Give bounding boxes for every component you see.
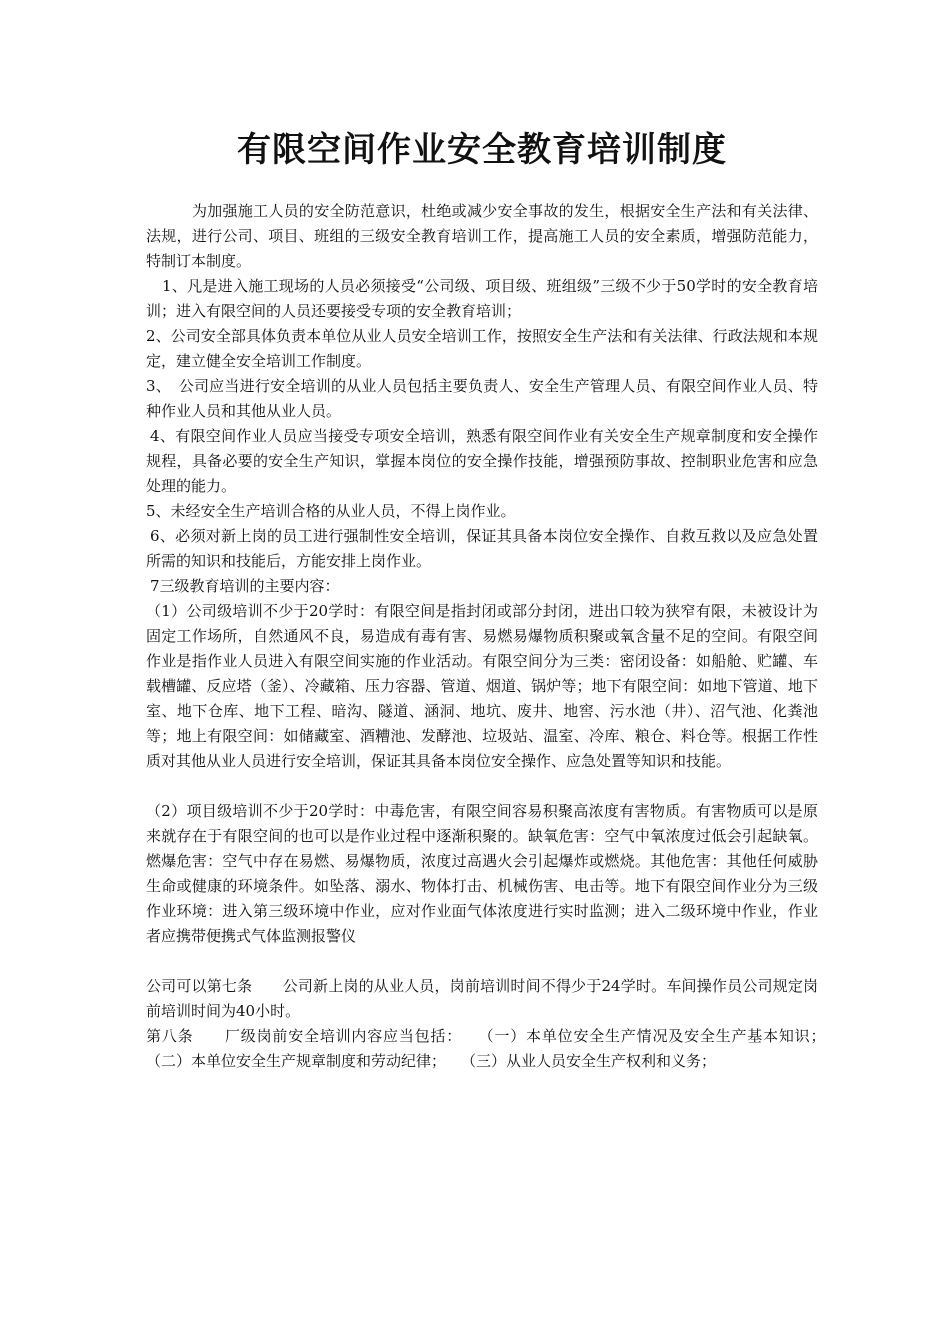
article-8: 第八条 厂级岗前安全培训内容应当包括： （一）本单位安全生产情况及安全生产基本知识； （二）本单位安全生产规章制度和劳动纪律； （三）从业人员安全生产权利和义务； [146,1027,849,1070]
clause-4: 4、有限空间作业人员应当接受专项安全培训，熟悉有限空间作业有关安全生产规章制度和安全操作规程，具备必要的安全生产知识，掌握本岗位的安全操作技能，增强预防事故、控制职业危害和应急处理的能力。 [146,427,818,495]
project-level-training: （2）项目级培训不少于20学时：中毒危害，有限空间容易积聚高浓度有害物质。有害物质可以是原来就存在于有限空间的也可以是作业过程中逐渐积聚的。缺氧危害：空气中氧浓度过低会引起缺氧。燃爆危害：空气中存在易燃、易爆物质，浓度过高遇火会引起爆炸或燃烧。其他危害：其他任何威胁生命或健康的环境条件。如坠落、溺水、物体打击、机械伤害、电击等。地下有限空间作业分为三级作业环境：进入第三级环境中作业，应对作业面气体浓度进行实时监测；进入二级环境中作业，作业者应携带便携式气体监测报警仪 [146,802,818,945]
company-level-training: （1）公司级培训不少于20学时：有限空间是指封闭或部分封闭，进出口较为狭窄有限，未被设计为固定工作场所，自然通风不良，易造成有毒有害、易燃易爆物质积聚或氧含量不足的空间。有限空间作业是指作业人员进入有限空间实施的作业活动。有限空间分为三类：密闭设备：如船舱、贮罐、车载槽罐、反应塔（釜）、冷藏箱、压力容器、管道、烟道、锅炉等；地下有限空间：如地下管道、地下室、地下仓库、地下工程、暗沟、隧道、涵洞、地坑、废井、地窖、污水池（井）、沼气池、化粪池等；地上有限空间：如储藏室、酒糟池、发酵池、垃圾站、温室、冷库、粮仓、料仓等。根据工作性质对其他从业人员进行安全培训，保证其具备本岗位安全操作、应急处置等知识和技能。 [146,602,818,770]
clause-2: 2、公司安全部具体负责本单位从业人员安全培训工作，按照安全生产法和有关法律、行政法规和本规定，建立健全安全培训工作制度。 [146,327,818,370]
clause-7-heading: 7三级教育培训的主要内容： [150,577,340,595]
document-body [146,199,849,1074]
clause-6: 6、必须对新上岗的员工进行强制性安全培训，保证其具备本岗位安全操作、自救互救以及应急处置所需的知识和技能后，方能安排上岗作业。 [146,527,818,570]
clause-1: 1、凡是进入施工现场的人员必须接受“公司级、项目级、班组级”三级不少于50学时的安全教育培训；进入有限空间的人员还要接受专项的安全教育培训； [146,277,818,320]
paragraph-gap [146,949,818,974]
clause-5: 5、未经安全生产培训合格的从业人员，不得上岗作业。 [146,502,516,520]
clause-3: 3、 公司应当进行安全培训的从业人员包括主要负责人、安全生产管理人员、有限空间作业人员、特种作业人员和其他从业人员。 [146,377,818,420]
intro-paragraph: 为加强施工人员的安全防范意识，杜绝或减少安全事故的发生，根据安全生产法和有关法律、法规，进行公司、项目、班组的三级安全教育培训工作，提高施工人员的安全素质，增强防范能力，特制订本制度。 [146,202,818,270]
paragraph-gap [146,774,818,799]
article-7: 公司可以第七条 公司新上岗的从业人员，岗前培训时间不得少于24学时。车间操作员公司规定岗前培训时间为40小时。 [146,977,818,1020]
document-title: 有限空间作业安全教育培训制度 [237,130,727,170]
